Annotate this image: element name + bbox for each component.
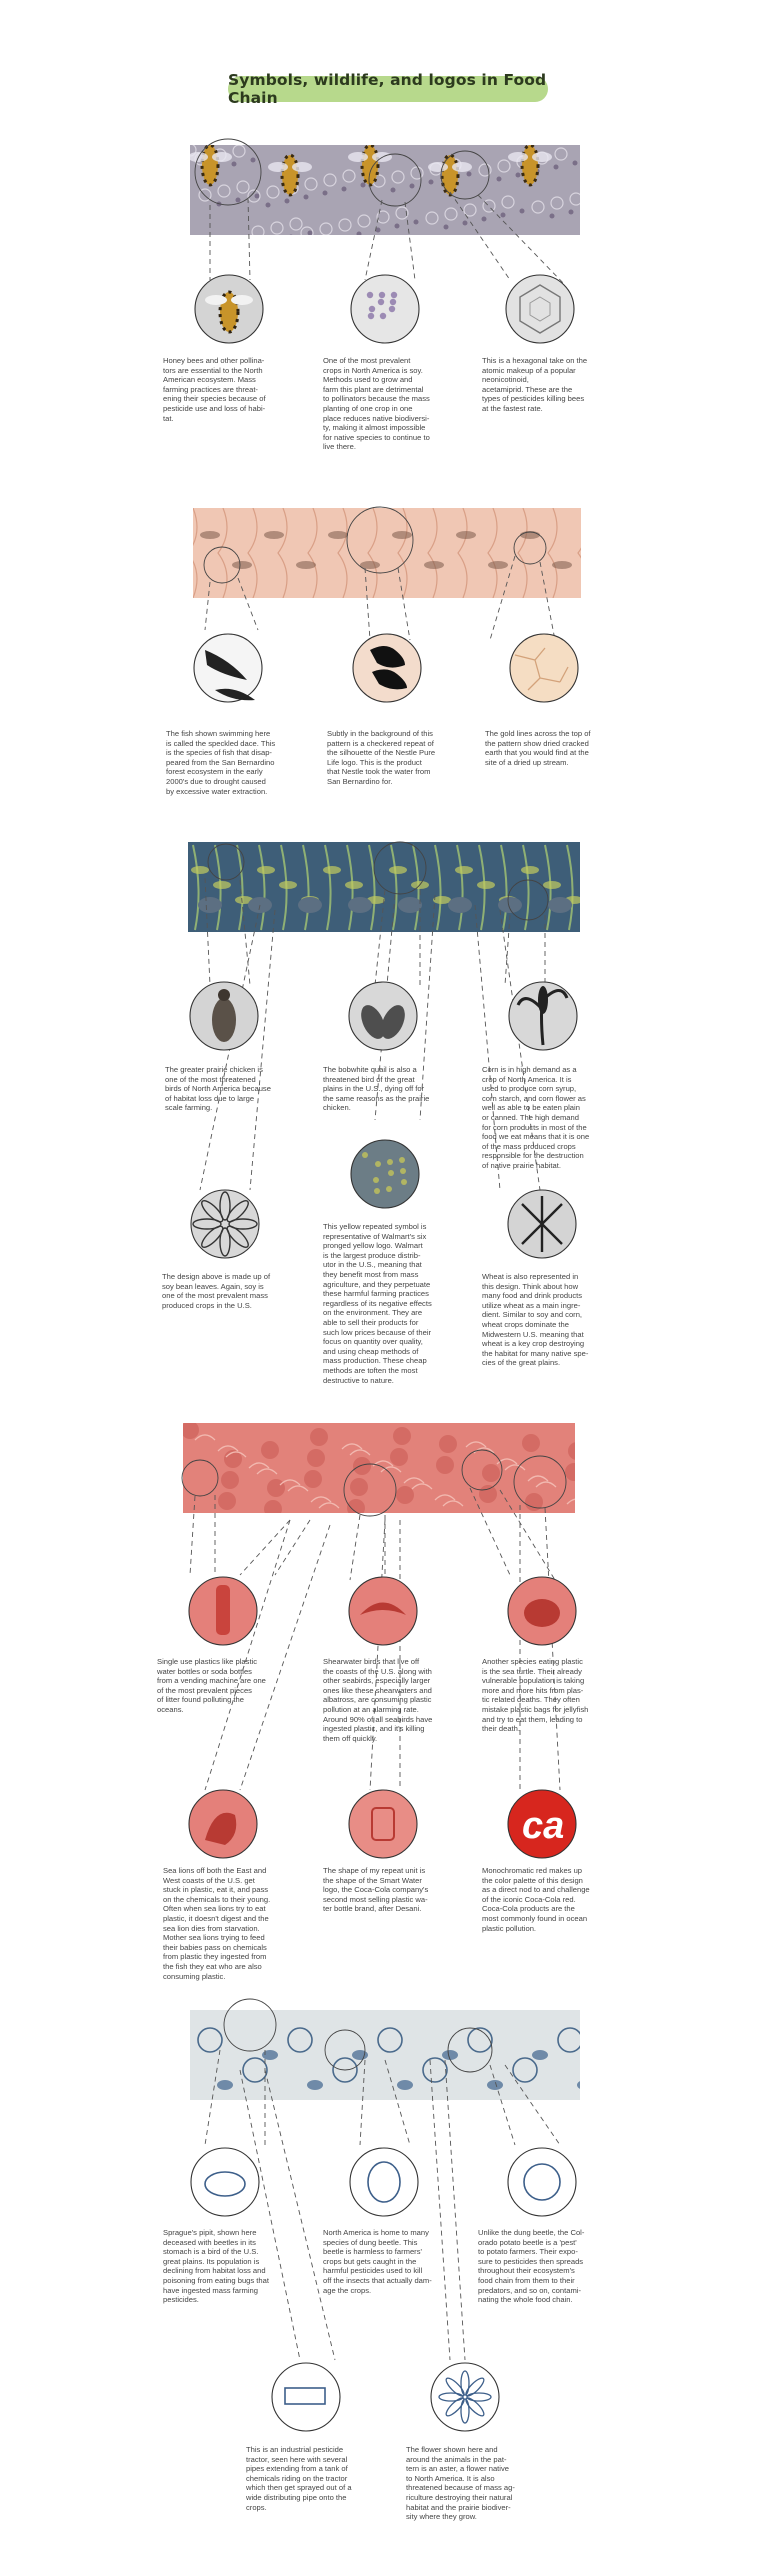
connector-line xyxy=(250,910,275,1190)
fish-caption-1: The fish shown swimming here is called the speckled dace. This is the species of fish that disap- peared from the San Bernardino forest ecosystem in the early 2000's due to drought caused by excessive water extraction. xyxy=(166,729,276,796)
speckled-dace-detail xyxy=(194,634,262,702)
birds-caption-5: This yellow repeated symbol is representative of Walmart's six pronged yellow logo. Walmart is the largest produce distrib- utor in the U.S., meaning that they benefit most from mass agriculture, and they perpetuate these harmful farming practices regardless of its negative effects on the environment. They are able to sell their products for such low prices because of their focus on quantity over quality, and using cheap methods of mass production. These cheap methods are toften the most destructive to nature. xyxy=(323,1222,432,1385)
connector-line xyxy=(350,1515,360,1580)
ocean-caption-2: Shearwater birds that live off the coasts of the U.S. along with other seabirds, especially larger ones like these shearwaters and albatross, are consuming plastic pollution at an alarming rate. Around 90% of all seabirds have ingested plastic, and it's killing them off quickly. xyxy=(323,1657,433,1743)
ocean-caption-1: Single use plastics like plastic water bottles or soda bottles from a vending machine are one of the most prevalent pieces of litter found polluting the oceans. xyxy=(157,1657,266,1714)
pattern-band-bugs xyxy=(190,2010,593,2100)
bee-detail xyxy=(195,275,263,343)
connector-line xyxy=(240,1520,290,1575)
wheat-detail xyxy=(508,1190,576,1258)
dung-beetle-detail xyxy=(350,2148,418,2216)
nestle-logo-detail xyxy=(353,634,421,702)
page-title: Symbols, wildlife, and logos in Food Chain xyxy=(228,71,547,107)
pesticide-tractor-detail xyxy=(272,2363,340,2431)
spragues-pipit-detail xyxy=(191,2148,259,2216)
bugs-caption-1: Sprague's pipit, shown here deceased with beetles in its stomach is a bird of the U.S. great plains. Its population is declining from habitat loss and poisoning from eating bugs that have ingested mass farming pesticides. xyxy=(163,2228,269,2305)
sea-turtle-detail xyxy=(508,1577,576,1645)
sea-lion-detail xyxy=(189,1790,257,1858)
aster-flower-detail xyxy=(431,2363,499,2431)
molecule-detail xyxy=(506,275,574,343)
birds-caption-1: The greater prairie chicken is one of the most threatened birds of North America because of habitat loss due to large scale farming. xyxy=(165,1065,271,1113)
coca-cola-red-detail xyxy=(508,1790,576,1858)
connector-line xyxy=(265,2070,335,2360)
plastic-bottle-detail xyxy=(189,1577,257,1645)
connector-line xyxy=(205,1520,290,1790)
shearwater-detail xyxy=(349,1577,417,1645)
connector-line xyxy=(430,2060,450,2360)
connector-line xyxy=(445,2060,465,2360)
birds-caption-4: The design above is made up of soy bean leaves. Again, soy is one of the most prevalent mass produced crops in the U.S. xyxy=(162,1272,271,1310)
corn-detail xyxy=(509,982,577,1050)
ocean-caption-6: Monochromatic red makes up the color palette of this design as a direct nod to and challenge of the iconic Coca-Cola red. Coca-Cola products are the most commonly found in ocean plastic pollution. xyxy=(482,1866,590,1933)
pattern-band-fish xyxy=(188,508,587,598)
bugs-caption-5: The flower shown here and around the animals in the pat- tern is an aster, a flower native to North America. It is also threatened because of mass ag- riculture destroying their natural habitat and the prairie biodiver- sity where they grow. xyxy=(406,2445,515,2522)
walmart-symbol-detail xyxy=(351,1140,419,1208)
bobwhite-quail-detail xyxy=(349,982,417,1050)
bees-caption-2: One of the most prevalent crops in North America is soy. Methods used to grow and farm this plant are detrimental to pollinators because the mass planting of one crop in one place reduces native biodiversi- ty, making it almost impossible for native species to continue to live there. xyxy=(323,356,430,452)
smart-water-shape-detail xyxy=(349,1790,417,1858)
ocean-caption-4: Sea lions off both the East and West coasts of the U.S. get stuck in plastic, eat it, and pass on the chemicals to their young. Often when sea lions try to eat plastic, it doesn't digest and the sea lion dies from starvation. Mother sea lions trying to feed their babies pass on chemicals from plastic they ingested from the fish they eat who are also consuming plastic. xyxy=(163,1866,271,1981)
bees-caption-3: This is a hexagonal take on the atomic makeup of a popular neonicotinoid, acetamiprid. These are the types of pesticides killing bees at the fastest rate. xyxy=(482,356,588,413)
cracked-earth-detail xyxy=(510,634,578,702)
connector-line xyxy=(240,2070,300,2360)
pattern-band-birds xyxy=(188,842,583,932)
birds-caption-2: The bobwhite quail is also a threatened bird of the great plains in the U.S., dying off for the same reasons as the prairie chicken. xyxy=(323,1065,430,1113)
bugs-caption-2: North America is home to many species of dung beetle. This beetle is harmless to farmers' crops but gets caught in the harmful pesticides used to kill off the insects that actually dam- age the crops. xyxy=(323,2228,432,2295)
connector-line xyxy=(545,1508,560,1790)
ocean-caption-3: Another species eating plastic is the sea turtle. Their already vulnerable population is taking more and more hits from plas- tic related deaths. They often mistake plastic bags for jellyfish and try to eat them, leading to their death. xyxy=(482,1657,589,1734)
fish-caption-3: The gold lines across the top of the pattern show dried cracked earth that you would find at the site of a dried up stream. xyxy=(485,729,591,767)
birds-caption-3: Corn is in high demand as a crop of North America. It is used to produce corn syrup, corn starch, and corn flower as well as able to be eaten plain or canned. The high demand for corn products in most of the food we eat means that it is one of the mass produced crops responsible for the destruction of native prairie habitat. xyxy=(482,1065,590,1170)
ocean-caption-5: The shape of my repeat unit is the shape of the Smart Water logo, the Coca-Cola company's second most selling plastic wa- ter bottle brand, after Desani. xyxy=(323,1866,429,1914)
bugs-caption-4: This is an industrial pesticide tractor, seen here with several pipes extending from a tank of chemicals riding on the tractor which then get sprayed out of a wide distributing pipe onto the crops. xyxy=(246,2445,352,2512)
bugs-caption-3: Unlike the dung beetle, the Col- orado potato beetle is a 'pest' to potato farmers. Their expo- sure to pesticides then spreads throughout their ecosystem's food chain from them to their predators, and so on, contami- nating the whole food chain. xyxy=(478,2228,585,2305)
bees-caption-1: Honey bees and other pollina- tors are essential to the North American ecosystem. Mass farming practices are threat- ening their species because of pesticide use and loss of habi- tat. xyxy=(163,356,266,423)
fish-caption-2: Subtly in the background of this pattern is a checkered repeat of the silhouette of the Nestle Pure Life logo. This is the product that Nestle took the water from San Bernardino for. xyxy=(327,729,436,786)
pattern-band-bees xyxy=(184,144,593,245)
connector-line xyxy=(275,1520,310,1575)
potato-beetle-detail xyxy=(508,2148,576,2216)
prairie-chicken-detail xyxy=(190,982,258,1050)
birds-caption-6: Wheat is also represented in this design. Think about how many food and drink products utilize wheat as a main ingre- dient. Similar to soy and corn, wheat crops dominate the Midwestern U.S. meaning that wheat is a key crop destroying the habitat for many native spe- cies of the great plains. xyxy=(482,1272,589,1368)
soy-flower-detail xyxy=(351,275,419,343)
connector-line xyxy=(370,1520,385,1790)
coke-logo-text: ca xyxy=(522,1805,565,1847)
soy-leaves-detail xyxy=(191,1190,259,1258)
